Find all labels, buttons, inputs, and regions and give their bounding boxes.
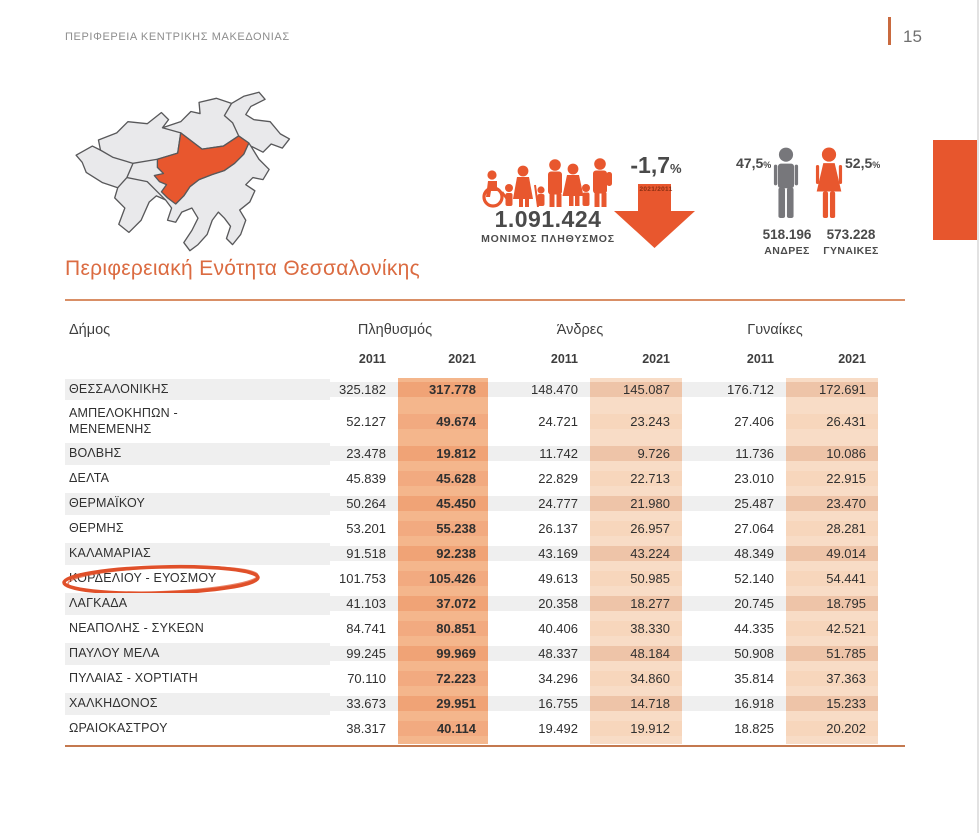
municipality-name: ΘΕΣΣΑΛΟΝΙΚΗΣ xyxy=(69,381,169,396)
women-2021-cell: 54.441 xyxy=(786,571,878,586)
women-2011-cell: 18.825 xyxy=(682,721,786,736)
table-row xyxy=(65,592,878,615)
change-percent-sign: % xyxy=(670,161,682,176)
women-2021-cell: 18.795 xyxy=(786,596,878,611)
men-2021-cell: 23.243 xyxy=(590,414,682,429)
men-2021-cell: 19.912 xyxy=(590,721,682,736)
male-percent xyxy=(736,155,771,171)
column-group-women: Γυναίκες xyxy=(747,322,803,338)
column-group-population: Πληθυσμός xyxy=(357,322,433,338)
page-number-divider xyxy=(888,17,891,45)
men-2011-cell: 24.777 xyxy=(488,496,590,511)
population-change-value xyxy=(612,152,700,179)
population-2021-cell: 29.951 xyxy=(398,696,488,711)
population-2011-cell: 101.753 xyxy=(330,571,398,586)
women-2021-cell: 22.915 xyxy=(786,471,878,486)
population-2011-cell: 50.264 xyxy=(330,496,398,511)
women-2021-cell: 10.086 xyxy=(786,446,878,461)
municipality-name-cell xyxy=(65,643,330,665)
men-2011-cell: 43.169 xyxy=(488,546,590,561)
document-header-label: ΠΕΡΙΦΕΡΕΙΑ ΚΕΝΤΡΙΚΗΣ ΜΑΚΕΔΟΝΙΑΣ xyxy=(65,31,290,43)
men-2021-cell: 43.224 xyxy=(590,546,682,561)
table-row xyxy=(65,403,878,440)
municipality-name: ΒΟΛΒΗΣ xyxy=(69,445,122,460)
municipality-name: ΠΑΥΛΟΥ ΜΕΛΑ xyxy=(69,645,160,660)
municipality-name-cell xyxy=(65,718,330,740)
women-2011-cell: 11.736 xyxy=(682,446,786,461)
male-percent-sign: % xyxy=(763,160,772,170)
municipality-name: ΛΑΓΚΑΔΑ xyxy=(69,595,128,610)
men-2011-cell: 20.358 xyxy=(488,596,590,611)
page-number: 15 xyxy=(903,27,922,46)
men-2021-cell: 34.860 xyxy=(590,671,682,686)
women-2011-cell: 52.140 xyxy=(682,571,786,586)
male-percent-value: 47,5 xyxy=(736,155,764,171)
men-2011-cell: 34.296 xyxy=(488,671,590,686)
table-row xyxy=(65,492,878,515)
population-2011-cell: 325.182 xyxy=(330,382,398,397)
men-2011-cell: 40.406 xyxy=(488,621,590,636)
men-2021-cell: 22.713 xyxy=(590,471,682,486)
population-2021-cell: 45.628 xyxy=(398,471,488,486)
women-2011-cell: 27.064 xyxy=(682,521,786,536)
table-bottom-rule xyxy=(65,745,905,747)
population-2021-cell: 99.969 xyxy=(398,646,488,661)
year-header-men-2011: 2011 xyxy=(550,351,578,366)
male-label: ΑΝΔΡΕΣ xyxy=(764,245,810,257)
population-2021-cell: 55.238 xyxy=(398,521,488,536)
year-header-women-2021: 2021 xyxy=(838,351,866,366)
side-accent-block xyxy=(933,140,977,240)
population-2021-cell: 72.223 xyxy=(398,671,488,686)
municipality-name-cell xyxy=(65,403,330,440)
population-2011-cell: 53.201 xyxy=(330,521,398,536)
year-header-women-2011: 2011 xyxy=(746,351,774,366)
population-2021-cell: 92.238 xyxy=(398,546,488,561)
municipality-name: ΘΕΡΜΑΪΚΟΥ xyxy=(69,495,146,510)
table-row xyxy=(65,717,878,740)
men-2021-cell: 38.330 xyxy=(590,621,682,636)
population-table xyxy=(65,315,878,742)
population-2011-cell: 52.127 xyxy=(330,414,398,429)
women-2021-cell: 26.431 xyxy=(786,414,878,429)
table-body xyxy=(65,378,878,740)
table-row xyxy=(65,467,878,490)
men-2011-cell: 11.742 xyxy=(488,446,590,461)
women-2011-cell: 27.406 xyxy=(682,414,786,429)
central-macedonia-map-icon xyxy=(70,90,324,258)
women-2011-cell: 44.335 xyxy=(682,621,786,636)
population-2021-cell: 317.778 xyxy=(398,382,488,397)
women-2011-cell: 50.908 xyxy=(682,646,786,661)
men-2021-cell: 26.957 xyxy=(590,521,682,536)
municipality-name: ΔΕΛΤΑ xyxy=(69,470,110,485)
women-2011-cell: 35.814 xyxy=(682,671,786,686)
column-header-municipality: Δήμος xyxy=(69,322,111,338)
women-2011-cell: 25.487 xyxy=(682,496,786,511)
population-2011-cell: 41.103 xyxy=(330,596,398,611)
female-count: 573.228 xyxy=(826,227,876,242)
women-2011-cell: 16.918 xyxy=(682,696,786,711)
year-header-men-2021: 2021 xyxy=(642,351,670,366)
table-row xyxy=(65,692,878,715)
female-percent-sign: % xyxy=(872,160,881,170)
population-2011-cell: 70.110 xyxy=(330,671,398,686)
population-2011-cell: 99.245 xyxy=(330,646,398,661)
population-value: 1.091.424 xyxy=(494,206,602,232)
women-2021-cell: 28.281 xyxy=(786,521,878,536)
population-2021-cell: 40.114 xyxy=(398,721,488,736)
table-row xyxy=(65,442,878,465)
region-map xyxy=(70,90,324,258)
women-2011-cell: 176.712 xyxy=(682,382,786,397)
male-count: 518.196 xyxy=(762,227,812,242)
men-2021-cell: 50.985 xyxy=(590,571,682,586)
men-2021-cell: 21.980 xyxy=(590,496,682,511)
men-2021-cell: 145.087 xyxy=(590,382,682,397)
female-percent-value: 52,5 xyxy=(845,155,873,171)
table-row xyxy=(65,542,878,565)
population-2011-cell: 23.478 xyxy=(330,446,398,461)
women-2021-cell: 172.691 xyxy=(786,382,878,397)
municipality-name-cell xyxy=(65,443,330,465)
municipality-name-cell xyxy=(65,518,330,540)
women-2021-cell: 49.014 xyxy=(786,546,878,561)
population-2011-cell: 45.839 xyxy=(330,471,398,486)
women-2021-cell: 20.202 xyxy=(786,721,878,736)
men-2011-cell: 48.337 xyxy=(488,646,590,661)
male-icon xyxy=(769,147,803,219)
population-change-period: 2021/2011 xyxy=(639,186,673,193)
municipality-name: ΩΡΑΙΟΚΑΣΤΡΟΥ xyxy=(69,720,168,735)
population-2011-cell: 84.741 xyxy=(330,621,398,636)
municipality-name: ΑΜΠΕΛΟΚΗΠΩΝ - ΜΕΝΕΜΕΝΗΣ xyxy=(69,406,178,436)
women-2021-cell: 37.363 xyxy=(786,671,878,686)
women-2011-cell: 23.010 xyxy=(682,471,786,486)
women-2021-cell: 23.470 xyxy=(786,496,878,511)
municipality-name-cell xyxy=(65,468,330,490)
men-2011-cell: 24.721 xyxy=(488,414,590,429)
municipality-name-cell xyxy=(65,618,330,640)
population-2021-cell: 80.851 xyxy=(398,621,488,636)
population-label: ΜΟΝΙΜΟΣ ΠΛΗΘΥΣΜΟΣ xyxy=(481,233,615,245)
population-2011-cell: 33.673 xyxy=(330,696,398,711)
table-row xyxy=(65,617,878,640)
population-2021-cell: 19.812 xyxy=(398,446,488,461)
men-2011-cell: 22.829 xyxy=(488,471,590,486)
table-row xyxy=(65,567,878,590)
female-icon xyxy=(810,147,848,219)
men-2021-cell: 9.726 xyxy=(590,446,682,461)
municipality-name-cell xyxy=(65,593,330,615)
men-2011-cell: 26.137 xyxy=(488,521,590,536)
municipality-name-cell xyxy=(65,379,330,401)
women-2011-cell: 20.745 xyxy=(682,596,786,611)
population-2021-cell: 45.450 xyxy=(398,496,488,511)
women-2021-cell: 15.233 xyxy=(786,696,878,711)
municipality-name: ΚΑΛΑΜΑΡΙΑΣ xyxy=(69,545,151,560)
women-2021-cell: 42.521 xyxy=(786,621,878,636)
year-header-pop-2021: 2021 xyxy=(448,351,476,366)
men-2011-cell: 19.492 xyxy=(488,721,590,736)
female-label: ΓΥΝΑΙΚΕΣ xyxy=(823,245,879,257)
table-row xyxy=(65,517,878,540)
municipality-name-cell xyxy=(65,493,330,515)
men-2011-cell: 16.755 xyxy=(488,696,590,711)
men-2011-cell: 49.613 xyxy=(488,571,590,586)
change-number: -1,7 xyxy=(630,152,671,178)
women-2011-cell: 48.349 xyxy=(682,546,786,561)
municipality-name-cell xyxy=(65,693,330,715)
municipality-name-cell xyxy=(65,568,330,590)
population-2011-cell: 38.317 xyxy=(330,721,398,736)
men-2021-cell: 18.277 xyxy=(590,596,682,611)
female-percent xyxy=(845,155,880,171)
population-2021-cell: 49.674 xyxy=(398,414,488,429)
population-2011-cell: 91.518 xyxy=(330,546,398,561)
table-group-header-row xyxy=(65,315,878,345)
population-2021-cell: 105.426 xyxy=(398,571,488,586)
municipality-name-cell xyxy=(65,543,330,565)
population-people-icon xyxy=(478,148,618,210)
table-row xyxy=(65,642,878,665)
section-title: Περιφερειακή Ενότητα Θεσσαλονίκης xyxy=(65,257,421,280)
year-header-pop-2011: 2011 xyxy=(358,351,386,366)
municipality-name-cell xyxy=(65,668,330,690)
municipality-name: ΧΑΛΚΗΔΟΝΟΣ xyxy=(69,695,158,710)
municipality-name: ΠΥΛΑΙΑΣ - ΧΟΡΤΙΑΤΗ xyxy=(69,670,198,685)
table-year-header-row xyxy=(65,345,878,372)
table-row xyxy=(65,667,878,690)
municipality-name: ΝΕΑΠΟΛΗΣ - ΣΥΚΕΩΝ xyxy=(69,620,204,635)
men-2011-cell: 148.470 xyxy=(488,382,590,397)
women-2021-cell: 51.785 xyxy=(786,646,878,661)
title-rule xyxy=(65,299,905,301)
population-2021-cell: 37.072 xyxy=(398,596,488,611)
municipality-name: ΘΕΡΜΗΣ xyxy=(69,520,124,535)
table-row xyxy=(65,378,878,401)
men-2021-cell: 14.718 xyxy=(590,696,682,711)
decline-arrow-icon xyxy=(612,184,698,248)
men-2021-cell: 48.184 xyxy=(590,646,682,661)
column-group-men: Άνδρες xyxy=(556,322,604,338)
municipality-name: ΚΟΡΔΕΛΙΟΥ - ΕΥΟΣΜΟΥ xyxy=(69,570,217,585)
